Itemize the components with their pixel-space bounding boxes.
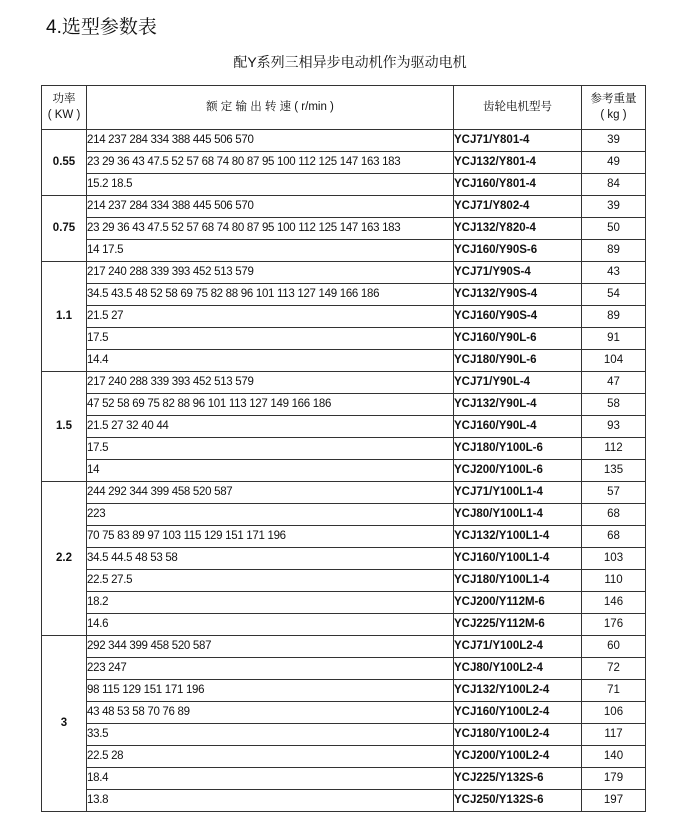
speed-cell: 214 237 284 334 388 445 506 570 <box>87 196 454 218</box>
weight-cell: 146 <box>582 592 646 614</box>
weight-cell: 89 <box>582 306 646 328</box>
table-row <box>42 592 646 614</box>
table-row <box>42 372 646 394</box>
speed-cell: 22.5 27.5 <box>87 570 454 592</box>
table-row <box>42 416 646 438</box>
weight-header-label: 参考重量 <box>590 92 637 105</box>
table-row <box>42 284 646 306</box>
speed-cell: 18.4 <box>87 768 454 790</box>
model-cell: YCJ132/Y100L1-4 <box>454 526 582 548</box>
table-row <box>42 526 646 548</box>
power-cell: 1.5 <box>42 372 87 482</box>
model-cell: YCJ71/Y100L2-4 <box>454 636 582 658</box>
weight-cell: 54 <box>582 284 646 306</box>
speed-cell: 17.5 <box>87 438 454 460</box>
model-cell: YCJ80/Y100L2-4 <box>454 658 582 680</box>
model-cell: YCJ160/Y90L-6 <box>454 328 582 350</box>
weight-cell: 58 <box>582 394 646 416</box>
power-header-unit: ( KW ) <box>47 108 81 121</box>
speed-cell: 17.5 <box>87 328 454 350</box>
weight-header-unit: ( kg ) <box>600 108 627 121</box>
weight-cell: 60 <box>582 636 646 658</box>
table-row <box>42 306 646 328</box>
power-cell: 3 <box>42 636 87 812</box>
speed-cell: 21.5 27 <box>87 306 454 328</box>
weight-cell: 84 <box>582 174 646 196</box>
table-row <box>42 768 646 790</box>
speed-cell: 34.5 43.5 48 52 58 69 75 82 88 96 101 113 127 149 166 186 <box>87 284 454 306</box>
table-row <box>42 196 646 218</box>
table-row <box>42 548 646 570</box>
power-cell: 0.55 <box>42 130 87 196</box>
power-header <box>42 86 87 130</box>
weight-cell: 104 <box>582 350 646 372</box>
model-cell: YCJ180/Y90L-6 <box>454 350 582 372</box>
speed-cell: 21.5 27 32 40 44 <box>87 416 454 438</box>
weight-cell: 106 <box>582 702 646 724</box>
weight-cell: 89 <box>582 240 646 262</box>
table-row <box>42 482 646 504</box>
speed-cell: 13.8 <box>87 790 454 812</box>
table-row <box>42 350 646 372</box>
speed-cell: 14 17.5 <box>87 240 454 262</box>
model-cell: YCJ160/Y90S-4 <box>454 306 582 328</box>
speed-cell: 43 48 53 58 70 76 89 <box>87 702 454 724</box>
weight-cell: 39 <box>582 196 646 218</box>
weight-cell: 68 <box>582 526 646 548</box>
speed-cell: 70 75 83 89 97 103 115 129 151 171 196 <box>87 526 454 548</box>
speed-cell: 98 115 129 151 171 196 <box>87 680 454 702</box>
model-cell: YCJ132/Y820-4 <box>454 218 582 240</box>
speed-cell: 18.2 <box>87 592 454 614</box>
weight-cell: 68 <box>582 504 646 526</box>
table-row <box>42 438 646 460</box>
speed-cell: 14.4 <box>87 350 454 372</box>
model-cell: YCJ160/Y90L-4 <box>454 416 582 438</box>
model-cell: YCJ71/Y90S-4 <box>454 262 582 284</box>
model-cell: YCJ71/Y802-4 <box>454 196 582 218</box>
weight-cell: 57 <box>582 482 646 504</box>
table-row <box>42 636 646 658</box>
model-cell: YCJ200/Y112M-6 <box>454 592 582 614</box>
speed-cell: 34.5 44.5 48 53 58 <box>87 548 454 570</box>
table-row <box>42 130 646 152</box>
table-row <box>42 724 646 746</box>
model-header: 齿轮电机型号 <box>454 86 582 130</box>
model-cell: YCJ180/Y100L1-4 <box>454 570 582 592</box>
weight-cell: 176 <box>582 614 646 636</box>
table-row <box>42 394 646 416</box>
table-row <box>42 570 646 592</box>
model-cell: YCJ225/Y112M-6 <box>454 614 582 636</box>
table-row <box>42 680 646 702</box>
table-row <box>42 790 646 812</box>
table-row <box>42 262 646 284</box>
table-row <box>42 328 646 350</box>
model-cell: YCJ132/Y801-4 <box>454 152 582 174</box>
table-row <box>42 614 646 636</box>
weight-cell: 91 <box>582 328 646 350</box>
model-cell: YCJ160/Y100L2-4 <box>454 702 582 724</box>
speed-cell: 217 240 288 339 393 452 513 579 <box>87 262 454 284</box>
model-cell: YCJ80/Y100L1-4 <box>454 504 582 526</box>
speed-cell: 23 29 36 43 47.5 52 57 68 74 80 87 95 100 112 125 147 163 183 <box>87 218 454 240</box>
speed-cell: 223 <box>87 504 454 526</box>
table-row <box>42 746 646 768</box>
model-cell: YCJ225/Y132S-6 <box>454 768 582 790</box>
weight-cell: 47 <box>582 372 646 394</box>
table-row <box>42 658 646 680</box>
power-cell: 2.2 <box>42 482 87 636</box>
table-row <box>42 218 646 240</box>
model-cell: YCJ160/Y801-4 <box>454 174 582 196</box>
model-cell: YCJ200/Y100L-6 <box>454 460 582 482</box>
table-caption: 配Y系列三相异步电动机作为驱动电机 <box>233 54 467 70</box>
weight-cell: 197 <box>582 790 646 812</box>
speed-header: 额 定 输 出 转 速 ( r/min ) <box>87 86 454 130</box>
model-cell: YCJ71/Y100L1-4 <box>454 482 582 504</box>
table-row <box>42 152 646 174</box>
weight-cell: 93 <box>582 416 646 438</box>
model-cell: YCJ132/Y90L-4 <box>454 394 582 416</box>
weight-cell: 110 <box>582 570 646 592</box>
weight-cell: 135 <box>582 460 646 482</box>
speed-cell: 22.5 28 <box>87 746 454 768</box>
model-cell: YCJ132/Y90S-4 <box>454 284 582 306</box>
weight-cell: 71 <box>582 680 646 702</box>
speed-cell: 14.6 <box>87 614 454 636</box>
model-cell: YCJ160/Y100L1-4 <box>454 548 582 570</box>
power-cell: 0.75 <box>42 196 87 262</box>
speed-cell: 214 237 284 334 388 445 506 570 <box>87 130 454 152</box>
table-row <box>42 702 646 724</box>
speed-cell: 217 240 288 339 393 452 513 579 <box>87 372 454 394</box>
speed-cell: 292 344 399 458 520 587 <box>87 636 454 658</box>
speed-cell: 23 29 36 43 47.5 52 57 68 74 80 87 95 100 112 125 147 163 183 <box>87 152 454 174</box>
weight-cell: 117 <box>582 724 646 746</box>
power-cell: 1.1 <box>42 262 87 372</box>
weight-cell: 49 <box>582 152 646 174</box>
model-cell: YCJ132/Y100L2-4 <box>454 680 582 702</box>
weight-cell: 43 <box>582 262 646 284</box>
weight-cell: 103 <box>582 548 646 570</box>
weight-header <box>582 86 646 130</box>
weight-cell: 72 <box>582 658 646 680</box>
speed-cell: 244 292 344 399 458 520 587 <box>87 482 454 504</box>
table-row <box>42 174 646 196</box>
table-row <box>42 504 646 526</box>
model-cell: YCJ71/Y801-4 <box>454 130 582 152</box>
model-cell: YCJ180/Y100L2-4 <box>454 724 582 746</box>
speed-cell: 15.2 18.5 <box>87 174 454 196</box>
section-title: 4.选型参数表 <box>46 17 157 38</box>
speed-cell: 14 <box>87 460 454 482</box>
weight-cell: 39 <box>582 130 646 152</box>
model-cell: YCJ71/Y90L-4 <box>454 372 582 394</box>
table-row <box>42 460 646 482</box>
table-row <box>42 240 646 262</box>
model-cell: YCJ250/Y132S-6 <box>454 790 582 812</box>
weight-cell: 50 <box>582 218 646 240</box>
speed-cell: 223 247 <box>87 658 454 680</box>
selection-parameter-table <box>41 85 646 812</box>
weight-cell: 179 <box>582 768 646 790</box>
model-cell: YCJ200/Y100L2-4 <box>454 746 582 768</box>
table-body <box>42 130 646 812</box>
weight-cell: 140 <box>582 746 646 768</box>
model-cell: YCJ180/Y100L-6 <box>454 438 582 460</box>
weight-cell: 112 <box>582 438 646 460</box>
speed-cell: 33.5 <box>87 724 454 746</box>
power-header-label: 功率 <box>52 92 76 105</box>
model-cell: YCJ160/Y90S-6 <box>454 240 582 262</box>
header-row <box>42 86 646 130</box>
speed-cell: 47 52 58 69 75 82 88 96 101 113 127 149 166 186 <box>87 394 454 416</box>
